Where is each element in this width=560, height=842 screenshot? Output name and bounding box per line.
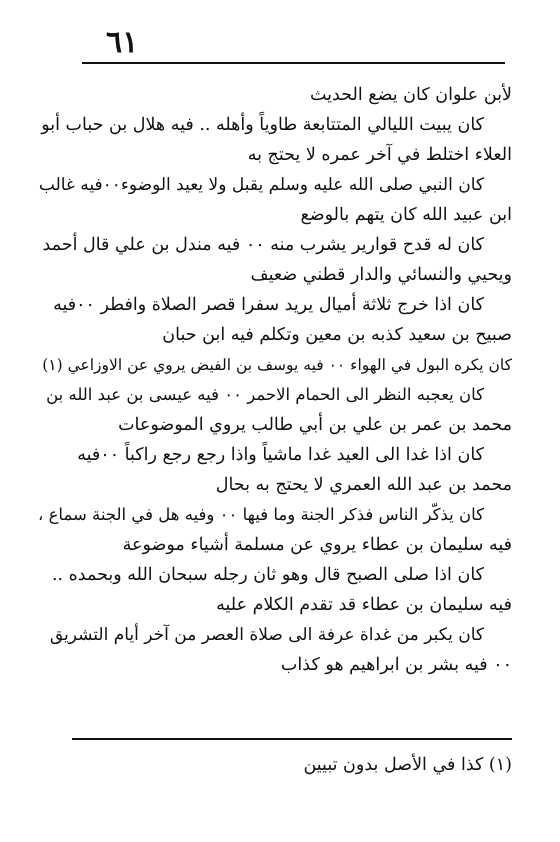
text-line: كان يذكّر الناس فذكر الجنة وما فيها ٠٠ وفيه هل في الجنة سماع ، [38,505,484,524]
text-line: كان النبي صلى الله عليه وسلم يقبل ولا يعيد الوضوء٠٠فيه غالب [38,175,484,195]
text-line: محمد بن عمر بن علي بن أبي طالب يروي الموضوعات [118,415,512,435]
text-line: فيه سليمان بن عطاء يروي عن مسلمة أشياء موضوعة [122,535,512,555]
text-line: لأبن علوان كان يضع الحديث [309,85,512,105]
footnote: (١) كذا في الأصل بدون تبيين [303,755,512,775]
text-line: كان يعجبه النظر الى الحمام الاحمر ٠٠ فيه عيسى بن عبد الله بن [46,385,484,404]
footnote-rule [72,738,512,740]
text-line: العلاء اختلط في آخر عمره لا يحتج به [247,145,512,165]
text-line: كان يبيت الليالي المتتابعة طاوياً وأهله .. فيه هلال بن حباب أبو [41,115,484,135]
text-line: فيه سليمان بن عطاء قد تقدم الكلام عليه [216,595,512,615]
main-text [38,80,512,680]
text-line: كان اذا صلى الصبح قال وهو ثان رجله سبحان الله وبحمده .. [51,565,484,585]
text-line: ويحيي والنسائي والدار قطني ضعيف [250,265,512,285]
page-number: ٦١ [106,25,139,60]
text-line: ٠٠ فيه بشر بن ابراهيم هو كذاب [280,655,512,675]
text-line: كان له قدح قوارير يشرب منه ٠٠ فيه مندل بن علي قال أحمد [42,235,484,255]
text-line: محمد بن عبد الله العمري لا يحتج به بحال [215,475,512,495]
text-line: كان اذا خرج ثلاثة أميال يريد سفرا قصر الصلاة وافطر ٠٠فيه [53,295,484,315]
header-rule [82,62,505,64]
text-line: كان يكبر من غداة عرفة الى صلاة العصر من آخر أيام التشريق [49,625,484,645]
text-line: ابن عبيد الله كان يتهم بالوضع [300,205,512,225]
text-line: صبيح بن سعيد كذبه بن معين وتكلم فيه ابن حبان [162,325,512,345]
text-line: كان يكره البول في الهواء ٠٠ فيه يوسف بن الفيض يروي عن الاوزاعي (١) [42,356,512,374]
text-line: كان اذا غدا الى العيد غدا ماشياً واذا رجع رجع راكباً ٠٠فيه [77,445,484,465]
